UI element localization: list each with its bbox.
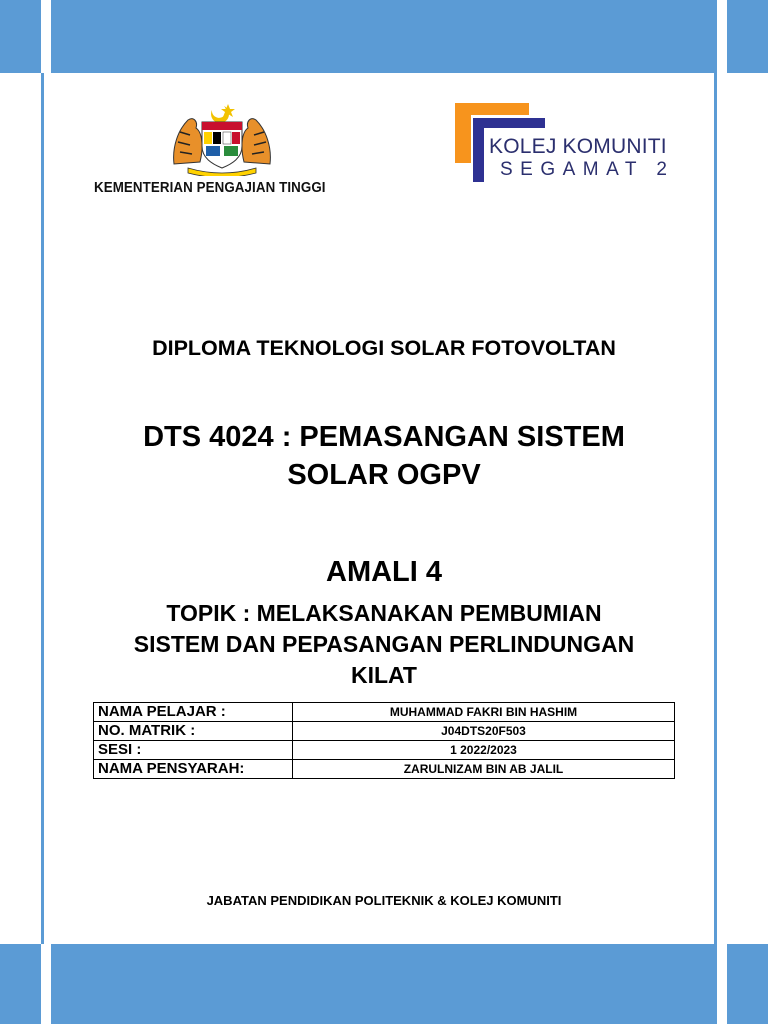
ministry-name: KEMENTERIAN PENGAJIAN TINGGI [94, 180, 326, 196]
info-label: NAMA PENSYARAH: [94, 760, 293, 779]
info-value: J04DTS20F503 [293, 722, 675, 741]
department-footer: JABATAN PENDIDIKAN POLITEKNIK & KOLEJ KOMUNITI [206, 893, 562, 908]
top-band [51, 0, 717, 73]
table-row [94, 703, 675, 722]
info-value: ZARULNIZAM BIN AB JALIL [293, 760, 675, 779]
info-label: NAMA PELAJAR : [94, 703, 293, 722]
course-title [51, 418, 717, 494]
bottom-band-right [727, 944, 768, 1024]
logo-line-2: SEGAMAT 2 [500, 159, 675, 180]
course-title-line-2: SOLAR OGPV [287, 459, 481, 491]
malaysia-coat-of-arms-icon [168, 102, 276, 176]
table-row [94, 741, 675, 760]
top-band-left [0, 0, 41, 73]
course-title-line-1: DTS 4024 : PEMASANGAN SISTEM [143, 421, 625, 453]
info-value: 1 2022/2023 [293, 741, 675, 760]
kolej-komuniti-logo [455, 103, 700, 185]
table-row [94, 722, 675, 741]
info-label: SESI : [94, 741, 293, 760]
topic-line-1: TOPIK : MELAKSANAKAN PEMBUMIAN [166, 600, 602, 626]
assignment-title: AMALI 4 [326, 556, 442, 588]
bottom-band [51, 944, 717, 1024]
logo-line-1: KOLEJ KOMUNITI [489, 135, 667, 158]
topic-title [51, 598, 717, 691]
table-row [94, 760, 675, 779]
info-value: MUHAMMAD FAKRI BIN HASHIM [293, 703, 675, 722]
student-info-table [93, 702, 675, 779]
left-border-line [41, 73, 44, 944]
topic-line-2: SISTEM DAN PEPASANGAN PERLINDUNGAN [133, 631, 635, 657]
topic-line-3: KILAT [350, 662, 417, 688]
bottom-band-left [0, 944, 41, 1024]
program-title: DIPLOMA TEKNOLOGI SOLAR FOTOVOLTAN [152, 336, 616, 360]
right-border-line [714, 73, 717, 944]
top-band-right [727, 0, 768, 73]
info-label: NO. MATRIK : [94, 722, 293, 741]
